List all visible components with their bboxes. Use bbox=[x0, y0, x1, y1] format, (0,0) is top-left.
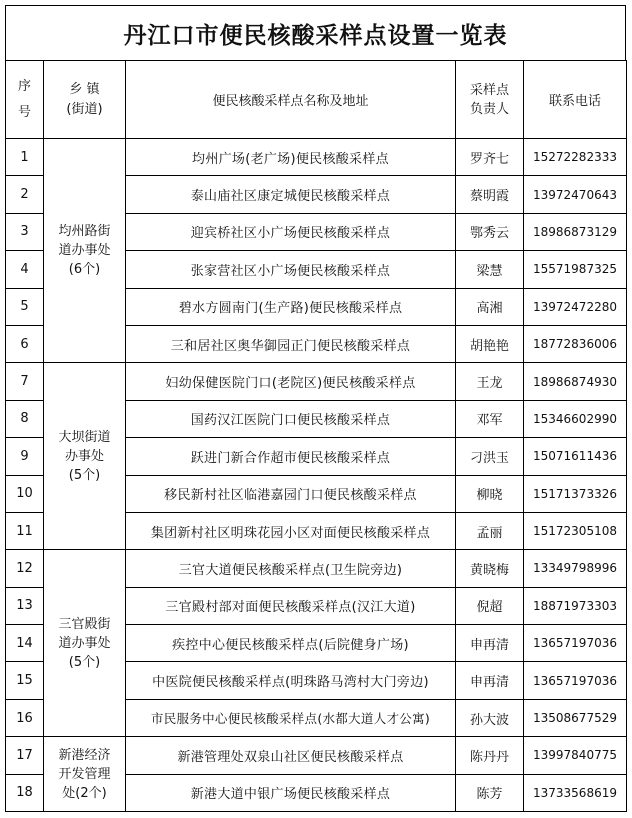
phone-cell: 18986873129 bbox=[524, 213, 627, 250]
header-site: 便民核酸采样点名称及地址 bbox=[126, 61, 456, 139]
row-number: 18 bbox=[6, 774, 44, 811]
town-group-line: 开发管理 bbox=[58, 766, 111, 782]
header-seq-line2: 号 bbox=[17, 104, 31, 120]
phone-cell: 13972472280 bbox=[524, 288, 627, 325]
town-group-line: 均州路街 bbox=[58, 224, 111, 240]
phone-cell: 18986874930 bbox=[524, 363, 627, 400]
site-name-cell: 泰山庙社区康定城便民核酸采样点 bbox=[126, 176, 456, 213]
town-group-line: 办事处 bbox=[64, 448, 104, 464]
site-name-cell: 国药汉江医院门口便民核酸采样点 bbox=[126, 400, 456, 437]
phone-cell: 15346602990 bbox=[524, 400, 627, 437]
row-number: 1 bbox=[6, 139, 44, 176]
site-name-cell: 三官大道便民核酸采样点(卫生院旁边) bbox=[126, 550, 456, 587]
header-person-line1: 采样点 bbox=[469, 82, 509, 98]
person-cell: 罗齐七 bbox=[456, 139, 524, 176]
header-row bbox=[6, 61, 627, 139]
site-name-cell: 市民服务中心便民核酸采样点(水都大道人才公寓) bbox=[126, 699, 456, 736]
table-row bbox=[6, 363, 627, 400]
phone-cell: 13972470643 bbox=[524, 176, 627, 213]
phone-cell: 13997840775 bbox=[524, 737, 627, 774]
site-name-cell: 中医院便民核酸采样点(明珠路马湾村大门旁边) bbox=[126, 662, 456, 699]
header-person-line2: 负责人 bbox=[469, 101, 509, 117]
row-number: 9 bbox=[6, 438, 44, 475]
person-cell: 刁洪玉 bbox=[456, 438, 524, 475]
phone-cell: 13657197036 bbox=[524, 662, 627, 699]
row-number: 17 bbox=[6, 737, 44, 774]
row-number: 12 bbox=[6, 550, 44, 587]
person-cell: 陈丹丹 bbox=[456, 737, 524, 774]
person-cell: 申再清 bbox=[456, 662, 524, 699]
person-cell: 王龙 bbox=[456, 363, 524, 400]
town-group-line: 道办事处 bbox=[58, 243, 111, 259]
person-cell: 鄂秀云 bbox=[456, 213, 524, 250]
site-name-cell: 张家营社区小广场便民核酸采样点 bbox=[126, 251, 456, 288]
row-number: 13 bbox=[6, 587, 44, 624]
phone-cell: 13733568619 bbox=[524, 774, 627, 811]
person-cell: 蔡明霞 bbox=[456, 176, 524, 213]
town-group-line: (5个) bbox=[68, 654, 101, 670]
person-cell: 柳晓 bbox=[456, 475, 524, 512]
town-group-cell bbox=[44, 550, 126, 737]
header-town bbox=[44, 61, 126, 139]
phone-cell: 13349798996 bbox=[524, 550, 627, 587]
site-name-cell: 新港管理处双泉山社区便民核酸采样点 bbox=[126, 737, 456, 774]
header-town-line1: 乡 镇 bbox=[69, 81, 100, 97]
town-group-line: 大坝街道 bbox=[58, 429, 111, 445]
sampling-sites-table bbox=[5, 60, 627, 812]
header-seq bbox=[6, 61, 44, 139]
site-name-cell: 迎宾桥社区小广场便民核酸采样点 bbox=[126, 213, 456, 250]
site-name-cell: 妇幼保健医院门口(老院区)便民核酸采样点 bbox=[126, 363, 456, 400]
person-cell: 孙大波 bbox=[456, 699, 524, 736]
header-person bbox=[456, 61, 524, 139]
person-cell: 陈芳 bbox=[456, 774, 524, 811]
row-number: 15 bbox=[6, 662, 44, 699]
town-group-cell bbox=[44, 139, 126, 363]
site-name-cell: 三官殿村部对面便民核酸采样点(汉江大道) bbox=[126, 587, 456, 624]
row-number: 7 bbox=[6, 363, 44, 400]
row-number: 3 bbox=[6, 213, 44, 250]
phone-cell: 18871973303 bbox=[524, 587, 627, 624]
town-group-line: 处(2个) bbox=[62, 785, 107, 801]
phone-cell: 13508677529 bbox=[524, 699, 627, 736]
phone-cell: 15071611436 bbox=[524, 438, 627, 475]
site-name-cell: 移民新村社区临港嘉园门口便民核酸采样点 bbox=[126, 475, 456, 512]
person-cell: 高湘 bbox=[456, 288, 524, 325]
phone-cell: 13657197036 bbox=[524, 625, 627, 662]
row-number: 2 bbox=[6, 176, 44, 213]
header-phone: 联系电话 bbox=[524, 61, 627, 139]
row-number: 10 bbox=[6, 475, 44, 512]
table-row bbox=[6, 139, 627, 176]
town-group-line: 三官殿街 bbox=[58, 616, 111, 632]
site-name-cell: 集团新村社区明珠花园小区对面便民核酸采样点 bbox=[126, 512, 456, 549]
town-group-line: 道办事处 bbox=[58, 635, 111, 651]
table-row bbox=[6, 737, 627, 774]
site-name-cell: 碧水方圆南门(生产路)便民核酸采样点 bbox=[126, 288, 456, 325]
site-name-cell: 新港大道中银广场便民核酸采样点 bbox=[126, 774, 456, 811]
phone-cell: 15571987325 bbox=[524, 251, 627, 288]
row-number: 14 bbox=[6, 625, 44, 662]
document-page bbox=[5, 0, 628, 816]
town-group-line: 新港经济 bbox=[58, 747, 111, 763]
row-number: 4 bbox=[6, 251, 44, 288]
table-row bbox=[6, 550, 627, 587]
town-group-cell bbox=[44, 737, 126, 812]
site-name-cell: 三和居社区奥华御园正门便民核酸采样点 bbox=[126, 325, 456, 362]
site-name-cell: 疾控中心便民核酸采样点(后院健身广场) bbox=[126, 625, 456, 662]
phone-cell: 18772836006 bbox=[524, 325, 627, 362]
row-number: 5 bbox=[6, 288, 44, 325]
header-town-line2: (街道) bbox=[66, 101, 103, 117]
town-group-line: (6个) bbox=[68, 262, 101, 278]
town-group-line: (5个) bbox=[68, 467, 101, 483]
phone-cell: 15272282333 bbox=[524, 139, 627, 176]
row-number: 6 bbox=[6, 325, 44, 362]
town-group-cell bbox=[44, 363, 126, 550]
person-cell: 梁慧 bbox=[456, 251, 524, 288]
person-cell: 申再清 bbox=[456, 625, 524, 662]
person-cell: 孟丽 bbox=[456, 512, 524, 549]
row-number: 11 bbox=[6, 512, 44, 549]
header-seq-line1: 序 bbox=[17, 78, 31, 94]
row-number: 8 bbox=[6, 400, 44, 437]
site-name-cell: 均州广场(老广场)便民核酸采样点 bbox=[126, 139, 456, 176]
person-cell: 倪超 bbox=[456, 587, 524, 624]
phone-cell: 15171373326 bbox=[524, 475, 627, 512]
row-number: 16 bbox=[6, 699, 44, 736]
phone-cell: 15172305108 bbox=[524, 512, 627, 549]
person-cell: 邓军 bbox=[456, 400, 524, 437]
site-name-cell: 跃进门新合作超市便民核酸采样点 bbox=[126, 438, 456, 475]
person-cell: 黄晓梅 bbox=[456, 550, 524, 587]
table-title: 丹江口市便民核酸采样点设置一览表 bbox=[5, 5, 626, 61]
person-cell: 胡艳艳 bbox=[456, 325, 524, 362]
